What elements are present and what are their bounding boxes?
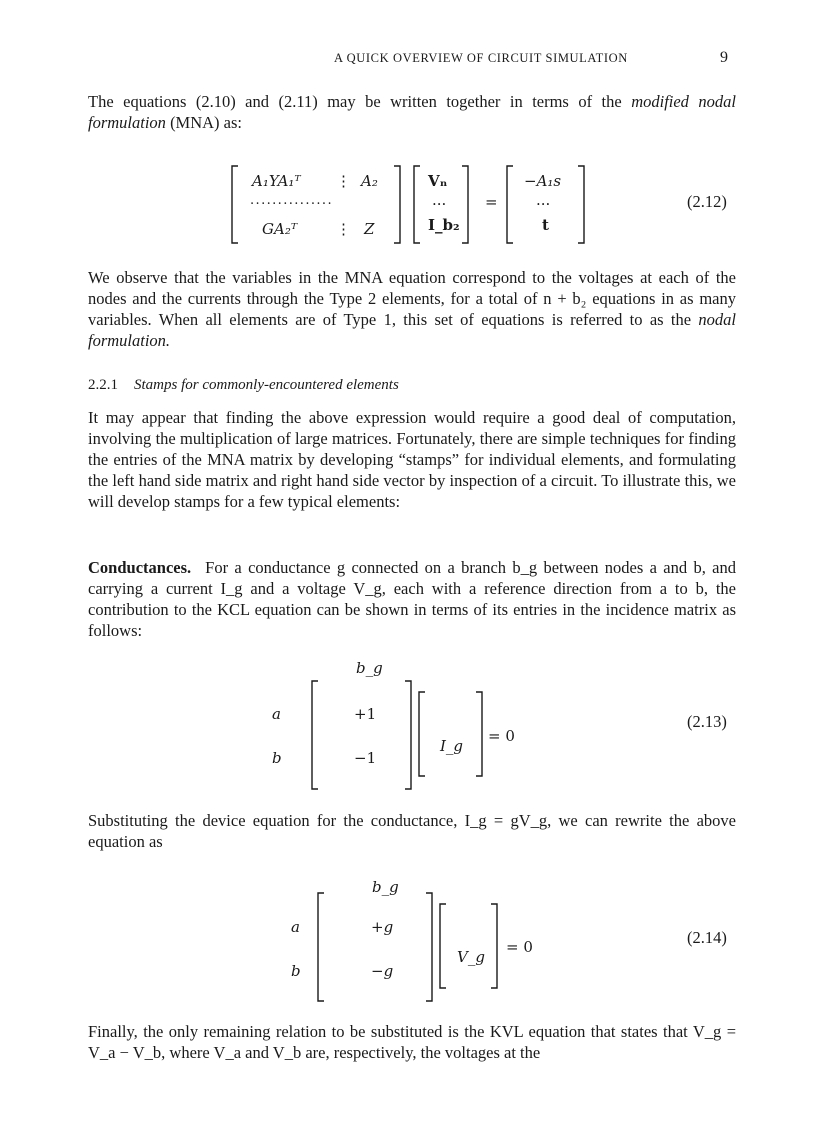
eq-2-12-vec-mid: ... — [432, 191, 447, 209]
eq-2-12-separator: ............... — [250, 193, 333, 208]
substitution-paragraph: Substituting the device equation for the conductance, I_g = gV_g, we can rewrite the above equation as — [88, 811, 736, 851]
eq-2-14-val-b: −g — [371, 962, 394, 980]
eq-2-12-r1c1: A₁YA₁ᵀ — [252, 172, 301, 190]
eq-2-12-rhs-bot: t — [542, 216, 549, 234]
eq-2-12-rhs-mid: ... — [536, 191, 551, 209]
eq-2-12-vec-bot: I_b₂ — [428, 216, 460, 234]
eq-2-13-vec: I_g — [440, 737, 464, 755]
eq-2-14-col-label: b_g — [372, 878, 399, 896]
intro-emph: modified nodal formulation — [88, 92, 736, 132]
mna-text: We observe that the variables in the MNA equation correspond to the voltages at each of the nodes and the currents through the Type 2 elements, for a total of n + b₂ equations in as many variables. When all elements are of Type 1, this set of equations is referred to as the — [88, 268, 736, 329]
section-number: 2.2.1 — [88, 377, 118, 393]
eq-2-13-row-a: a — [272, 705, 281, 723]
eq-2-14-number: (2.14) — [687, 928, 727, 947]
page-number: 9 — [720, 49, 728, 66]
eq-2-13-number: (2.13) — [687, 712, 727, 731]
intro-text-before: The equations (2.10) and (2.11) may be written together in terms of the — [88, 92, 632, 111]
eq-2-13-col-label: b_g — [356, 659, 383, 677]
eq-2-13-val-b: −1 — [354, 749, 377, 767]
eq-2-14-rhs: = 0 — [506, 938, 533, 956]
intro-text-after: (MNA) as: — [165, 113, 243, 132]
eq-2-12-r1c2: A₂ — [361, 172, 378, 190]
eq-2-14-val-a: +g — [371, 918, 394, 936]
eq-2-12-equals: = — [485, 193, 498, 211]
section-title: Stamps for commonly-encountered elements — [134, 377, 399, 393]
eq-2-14-vec: V_g — [457, 948, 485, 966]
eq-2-13-row-b: b — [272, 749, 282, 767]
mna-emph: nodal formulation. — [88, 310, 736, 350]
eq-2-13-val-a: +1 — [354, 705, 377, 723]
eq-2-12-r3c1: GA₂ᵀ — [262, 220, 298, 238]
eq-2-12-rhs-top: −A₁s — [524, 172, 562, 190]
eq-2-14-row-b: b — [291, 962, 301, 980]
eq-2-14-row-a: a — [291, 918, 300, 936]
eq-2-12-colsep-2: ⋮ — [336, 220, 351, 238]
eq-2-12-r3c2: Z — [364, 220, 375, 238]
conductances-text: For a conductance g connected on a branch b_g between nodes a and b, and carrying a current I_g and a voltage V_g, each with a reference direction from a to b, the contribution to the KCL equation can be shown in terms of its entries in the incidence matrix as follows: — [88, 558, 736, 640]
eq-2-12-number: (2.12) — [687, 192, 727, 211]
running-title: A QUICK OVERVIEW OF CIRCUIT SIMULATION — [334, 51, 628, 65]
eq-2-12-vec-top: Vₙ — [428, 172, 448, 190]
eq-2-13-rhs: = 0 — [488, 727, 515, 745]
conductances-lead: Conductances. — [88, 558, 192, 577]
final-paragraph: Finally, the only remaining relation to be substituted is the KVL equation that states that V_g = V_a − V_b, where V_a and V_b are, respectively, the voltages at the — [88, 1022, 736, 1062]
eq-2-12-colsep-1: ⋮ — [336, 172, 351, 190]
stamps-paragraph: It may appear that finding the above expression would require a good deal of computation, involving the multiplication of large matrices. Fortunately, there are simple techniques for finding the entries of the MNA matrix by developing “stamps” for individual elements, and formulating the left hand side matrix and right hand side vector by inspection of a circuit. To illustrate this, we will develop stamps for a few typical elements: — [88, 408, 736, 511]
